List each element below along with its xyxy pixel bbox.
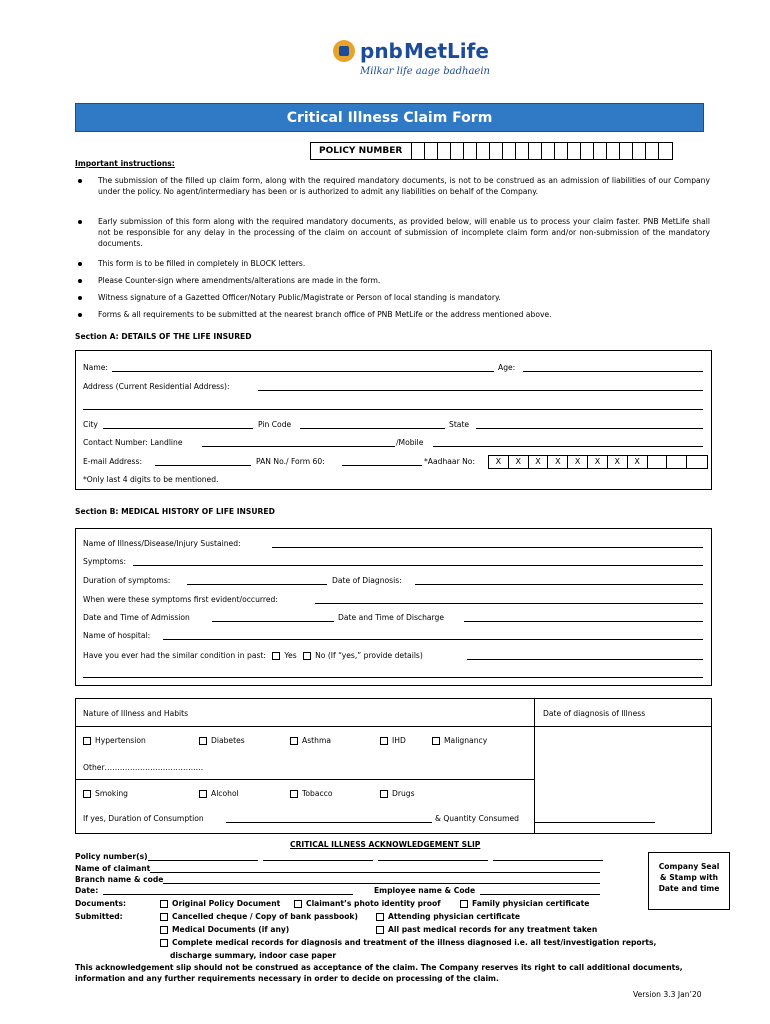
other-field[interactable]: Other………………………………… [83,763,204,772]
company-seal-box: Company Seal & Stamp with Date and time [648,852,730,910]
doc-complete-records-cont: discharge summary, indoor case paper [170,951,337,960]
aadhaar-note: *Only last 4 digits to be mentioned. [83,475,219,484]
policy-digit-box[interactable] [438,143,451,159]
hypertension-option[interactable]: Hypertension [83,735,146,746]
policy-digit-box[interactable] [646,143,659,159]
no-checkbox[interactable] [303,652,311,660]
version-label: Version 3.3 Jan’20 [633,990,702,999]
quantity-label: & Quantity Consumed [435,814,519,823]
diabetes-option[interactable]: Diabetes [199,735,245,746]
aadhaar-masked-digit: X [489,456,509,468]
instructions-heading: Important instructions: [75,159,175,168]
checkbox-icon [460,900,468,908]
checkbox-icon [380,790,388,798]
checkbox-icon [199,737,207,745]
admission-label: Date and Time of Admission [83,613,190,622]
habits-header-right: Date of diagnosis of Illness [543,709,646,718]
bullet-icon [78,313,82,317]
doc-past-records[interactable]: All past medical records for any treatment taken [376,924,597,935]
aadhaar-digit-box[interactable] [648,456,668,468]
similar-condition-label: Have you ever had the similar condition in past: [83,651,266,660]
city-input[interactable] [103,428,253,429]
admission-input[interactable] [212,621,334,622]
no-label: No (If “yes,” provide details) [315,651,423,660]
checkbox-icon [376,913,384,921]
aadhaar-masked-digit: X [568,456,588,468]
logo-metlife: MetLife [404,39,489,63]
slip-policy-input-4[interactable] [493,860,603,861]
habits-divider [75,779,535,780]
doc-photo-id[interactable]: Claimant’s photo identity proof [294,898,441,909]
age-label: Age: [498,363,516,372]
state-input[interactable] [476,428,703,429]
slip-policy-input-3[interactable] [378,860,488,861]
discharge-input[interactable] [464,621,703,622]
aadhaar-digit-box[interactable] [667,456,687,468]
form-title-bar [75,103,704,132]
checkbox-icon [160,926,168,934]
duration-input[interactable] [187,584,327,585]
aadhaar-masked-digit: X [588,456,608,468]
policy-digit-box[interactable] [477,143,490,159]
doc-original-policy[interactable]: Original Policy Document [160,898,280,909]
form-title: Critical Illness Claim Form [286,109,493,126]
habits-header-left: Nature of Illness and Habits [83,709,189,718]
first-evident-input[interactable] [315,603,703,604]
hospital-input[interactable] [163,639,703,640]
checkbox-icon [290,790,298,798]
landline-input[interactable] [202,446,395,447]
consumption-duration-input[interactable] [226,822,432,823]
policy-digit-box[interactable] [542,143,555,159]
pin-input[interactable] [300,428,445,429]
aadhaar-masked-digit: X [628,456,648,468]
policy-digit-box[interactable] [425,143,438,159]
slip-branch-input[interactable] [163,883,600,884]
aadhaar-masked-digit: X [548,456,568,468]
documents-label: Documents: [75,899,127,908]
policy-digit-box[interactable] [464,143,477,159]
similar-condition-row [83,650,423,661]
instruction-item: Please Counter-sign where amendments/alterations are made in the form. [98,276,381,285]
checkbox-icon [432,737,440,745]
instruction-item: Witness signature of a Gazetted Officer/Notary Public/Magistrate or Person of local standing is mandatory. [98,293,501,302]
tobacco-option[interactable]: Tobacco [290,788,332,799]
logo-tagline: Milkar life aage badhaein [360,66,490,77]
checkbox-icon [380,737,388,745]
age-input[interactable] [523,371,703,372]
policy-digit-box[interactable] [529,143,542,159]
drugs-option[interactable]: Drugs [380,788,415,799]
smoking-option[interactable]: Smoking [83,788,128,799]
instruction-item: This form is to be filled in completely in BLOCK letters. [98,259,306,268]
name-label: Name: [83,363,108,372]
policy-digit-box[interactable] [503,143,516,159]
policy-digit-box[interactable] [659,143,672,159]
address-input[interactable] [258,390,703,391]
quantity-input[interactable] [535,822,655,823]
slip-branch-label: Branch name & code [75,875,164,884]
checkbox-icon [83,790,91,798]
illness-input[interactable] [272,547,703,548]
symptoms-label: Symptoms: [83,557,127,566]
consumption-duration-label: If yes, Duration of Consumption [83,814,204,823]
state-label: State [449,420,470,429]
hospital-label: Name of hospital: [83,631,151,640]
address-label: Address (Current Residential Address): [83,382,230,391]
doc-medical[interactable]: Medical Documents (if any) [160,924,289,935]
slip-date-label: Date: [75,886,99,895]
policy-digit-box[interactable] [516,143,529,159]
checkbox-icon [83,737,91,745]
checkbox-icon [160,900,168,908]
bullet-icon [78,220,82,224]
mobile-label: /Mobile [396,438,424,447]
email-label: E-mail Address: [83,457,143,466]
symptoms-input[interactable] [133,565,703,566]
slip-claimant-input[interactable] [150,872,600,873]
duration-label: Duration of symptoms: [83,576,171,585]
first-evident-label: When were these symptoms first evident/occurred: [83,595,278,604]
slip-disclaimer: This acknowledgement slip should not be construed as acceptance of the claim. The Company reserves its right to call additional documents, information and any further requirements necessary in order to decide on processing of the claim. [75,963,683,983]
aadhaar-masked-digit: X [509,456,529,468]
similar-details-line2[interactable] [83,677,703,678]
policy-digit-box[interactable] [633,143,646,159]
checkbox-icon [290,737,298,745]
section-b-heading: Section B: MEDICAL HISTORY OF LIFE INSURED [75,507,275,516]
section-b-box [75,528,712,686]
slip-policy-input-1[interactable] [148,860,258,861]
pan-label: PAN No./ Form 60: [256,457,325,466]
policy-digit-box[interactable] [620,143,633,159]
illness-label: Name of Illness/Disease/Injury Sustained: [83,539,241,548]
checkbox-icon [160,913,168,921]
yes-checkbox[interactable] [272,652,280,660]
policy-digit-box[interactable] [581,143,594,159]
slip-claimant-label: Name of claimant [75,864,151,873]
bullet-icon [78,262,82,266]
policy-digit-box[interactable] [555,143,568,159]
logo-pnb: pnb [360,39,403,63]
checkbox-icon [376,926,384,934]
checkbox-icon [294,900,302,908]
policy-digit-box[interactable] [451,143,464,159]
city-label: City [83,420,98,429]
alcohol-option[interactable]: Alcohol [199,788,239,799]
submitted-label: Submitted: [75,912,123,921]
landline-label: Contact Number: Landline [83,438,183,447]
instruction-item: Forms & all requirements to be submitted at the nearest branch office of PNB MetLife or the address mentioned above. [98,310,552,319]
instruction-item: Early submission of this form along with the required mandatory documents, as provided below, will enable us to process your claim faster. PNB MetLife shall not be responsible for any delay in the processing of the claim on account of submission of incomplete claim form and/or non-submission of the mandatory documents. [98,217,710,248]
slip-policy-input-2[interactable] [263,860,373,861]
checkbox-icon [160,939,168,947]
slip-employee-input[interactable] [480,894,600,895]
instruction-item: The submission of the filled up claim form, along with the required mandatory documents, is not to be construed as an admission of liabilities of our Company under the policy. No agent/intermediary has been or is authorized to admit any liabilities on behalf of the Company. [98,176,710,196]
checkbox-icon [199,790,207,798]
pnb-logo-mark-icon [333,40,355,62]
doc-attending-physician[interactable]: Attending physician certificate [376,911,520,922]
malignancy-option[interactable]: Malignancy [432,735,487,746]
asthma-option[interactable]: Asthma [290,735,331,746]
policy-digit-box[interactable] [490,143,503,159]
policy-digit-box[interactable] [607,143,620,159]
mobile-input[interactable] [433,446,703,447]
aadhaar-masked-digit: X [608,456,628,468]
policy-digit-box[interactable] [412,143,425,159]
policy-number-label: POLICY NUMBER [311,143,412,159]
slip-title: CRITICAL ILLNESS ACKNOWLEDGEMENT SLIP [290,840,481,849]
bullet-icon [78,179,82,183]
similar-details-input[interactable] [467,659,703,660]
doc-complete-records[interactable]: Complete medical records for diagnosis and treatment of the illness diagnosed i.e. all test/investigation reports, [160,937,656,948]
policy-number-row [310,142,673,160]
aadhaar-label: *Aadhaar No: [424,457,476,466]
aadhaar-boxes [488,455,708,469]
discharge-label: Date and Time of Discharge [338,613,445,622]
doc-family-physician[interactable]: Family physician certificate [460,898,589,909]
doc-cancelled-cheque[interactable]: Cancelled cheque / Copy of bank passbook) [160,911,358,922]
section-a-heading: Section A: DETAILS OF THE LIFE INSURED [75,332,252,341]
slip-policy-label: Policy number(s) [75,852,148,861]
pin-label: Pin Code [258,420,292,429]
aadhaar-masked-digit: X [529,456,549,468]
diagnosis-date-input[interactable] [415,584,703,585]
slip-date-input[interactable] [103,894,353,895]
aadhaar-digit-box[interactable] [687,456,707,468]
bullet-icon [78,296,82,300]
pan-input[interactable] [342,465,422,466]
habits-header-divider [75,726,712,727]
diagnosis-date-label: Date of Diagnosis: [332,576,402,585]
policy-digit-box[interactable] [568,143,581,159]
yes-label: Yes [284,651,297,660]
address-input-line2[interactable] [83,409,703,410]
policy-digit-box[interactable] [594,143,607,159]
ihd-option[interactable]: IHD [380,735,406,746]
bullet-icon [78,279,82,283]
name-input[interactable] [112,371,494,372]
slip-employee-label: Employee name & Code [374,886,476,895]
email-input[interactable] [155,465,251,466]
